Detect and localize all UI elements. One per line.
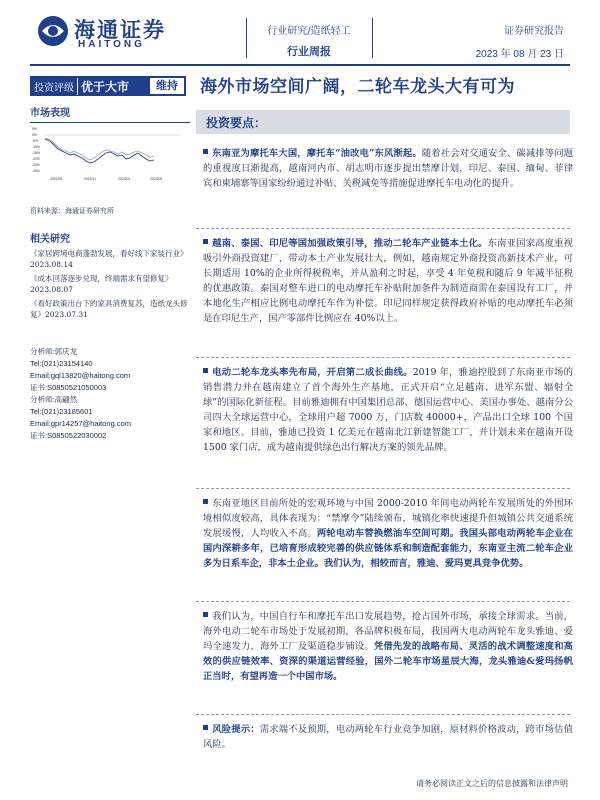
logo-chinese: 海通证券	[74, 17, 166, 42]
related-item[interactable]: 《家居跨境电商蓬勃发展，看好线下家装行业》2023.08.14	[30, 249, 188, 269]
header-meta	[476, 22, 564, 60]
bullet-square-icon	[203, 239, 208, 244]
related-item[interactable]: 《看好政策出台下的家具消费复苏，造纸龙头修复》2023.07.31	[30, 299, 188, 319]
key-point-text: 我们认为，中国自行车和摩托车出口发展趋势，抢占国外市场，承接全球需求。当前，海外电动二轮车市场处于发展初期，各品牌积极布局，我国两大电动两轮车龙头雅迪、爱玛全速发力，海外工厂及渠道稳步铺设。	[203, 611, 573, 652]
section-divider	[196, 357, 570, 358]
analyst-name: 分析师:郭庆龙	[30, 347, 78, 356]
x-tick-label: 2022/11	[84, 177, 97, 181]
report-title: 海外市场空间广阔，二轮车龙头大有可为	[200, 77, 515, 97]
key-points-header	[196, 110, 570, 134]
header-report-type: 行业周报	[287, 45, 331, 58]
series-line-2	[45, 138, 154, 160]
x-tick-label: 2022/08	[50, 177, 63, 181]
bullet-square-icon	[203, 612, 208, 617]
header-category: 行业研究/造纸轻工	[267, 26, 351, 37]
section-divider	[196, 714, 570, 715]
rating-band	[30, 76, 186, 96]
chart-x-labels	[50, 177, 162, 181]
x-tick-label: 2023/05	[150, 177, 163, 181]
chart-y-labels	[32, 127, 40, 173]
y-tick-label: -15%	[32, 151, 40, 155]
related-section	[30, 230, 190, 320]
key-point-text: 随着社会对交通安全、碳减排等问题的重视度日渐提高，越南河内市、胡志明市逐步提出禁摩计划，印尼、泰国、缅甸、菲律宾和柬埔寨等国家纷纷通过补贴、关税减免等措施促进摩托车电动化的提升。	[203, 148, 573, 189]
key-point-4	[203, 496, 573, 571]
market-performance-chart	[32, 125, 182, 183]
section-divider	[196, 601, 570, 602]
y-tick-label: -5%	[32, 139, 39, 143]
y-tick-label: -30%	[32, 169, 40, 173]
bullet-square-icon	[203, 499, 208, 504]
key-point-1	[203, 146, 573, 191]
y-tick-label: -10%	[32, 145, 40, 149]
logo-english: HAITONG	[78, 39, 145, 50]
header-divider	[372, 18, 373, 58]
header-category-block	[250, 22, 368, 59]
chart-source: 资料来源：海通证券研究所	[30, 207, 114, 215]
key-point-5	[203, 609, 573, 684]
x-tick-label: 2023/02	[118, 177, 131, 181]
market-section	[30, 104, 190, 123]
header-divider	[246, 18, 247, 58]
key-point-lead: 越南、泰国、印尼等国加强政策引导，推动二轮车产业链本土化。	[212, 238, 488, 249]
bullet-square-icon	[203, 725, 208, 730]
key-point-text: 2019 年，雅迪控股到了东南亚市场的销售潜力并在越南建立了首个海外生产基地，正式开启“立足越南、进军东盟、辐射全球”的国际化新征程。目前雅迪拥有中国集团总部、德国运营中心、美国办事处、越南分公司四大全球运营中心，全球用户超 7000 万，门店数 40000+，产品出口全球 100 个国家和地区。目前，雅迪已投资 1 亿美元在越南北江新建智能工厂，并计划未来在越南开设 1500 家门店，成为越南提供绿色出行解决方案的领先品牌。	[203, 367, 573, 453]
key-point-emphasis: 凭借先发的战略布局、灵活的战术调整速度和高效的供应链效率、资深的渠道运营经验，国外二轮车市场星辰大海，龙头雅迪&爱玛扬帆正当时，有望再造一个中国市场。	[203, 641, 573, 682]
related-item[interactable]: 《成本回落逐步兑现，终端需求有望修复》2023.08.07	[30, 274, 173, 294]
analyst-section	[30, 346, 190, 442]
y-tick-label: -20%	[32, 157, 40, 161]
analyst-tel: Tel:(021)23154140	[30, 359, 93, 368]
company-logo	[36, 14, 186, 50]
key-point-lead: 东南亚为摩托车大国，摩托车“油改电”东风渐起。	[212, 148, 422, 159]
key-point-text: 东南亚国家高度重视吸引外商投资建厂，带动本土产业发展壮大，例如，越南规定外商投资高新技术产业，可长期适用 10%的企业所得税税率，并从盈利之时起，享受 4 年免税和随后 9 年减半征税的优惠政策。泰国对整车进口的电动摩托车补贴附加条件为制造商需在泰国设有工厂，并 本地化生产相应比例电动摩托车作为补偿。印尼同样规定获得政府补贴的电动摩托车必须是在印尼生产，国产零部件比例应在 40%以上。	[203, 238, 573, 324]
key-point-2	[203, 236, 573, 326]
disclaimer-footer: 请务必阅读正文之后的信息披露和法律声明	[416, 779, 568, 788]
report-date: 2023 年 08 月 23 日	[475, 49, 564, 60]
analyst-email[interactable]: Email:gql13820@haitong.com	[30, 371, 131, 380]
logo-emblem-icon	[36, 14, 70, 48]
rating-value: 优于大市	[77, 78, 150, 95]
analyst-tel: Tel:(021)23185601	[30, 407, 93, 416]
risk-warning	[203, 722, 573, 752]
section-divider	[196, 488, 570, 489]
analyst-email[interactable]: Email:gpr14257@haitong.com	[30, 419, 132, 428]
bullet-square-icon	[203, 368, 208, 373]
y-tick-label: 0%	[32, 133, 37, 137]
key-point-emphasis: 两轮电动车替换燃油车空间可期。我国头部电动两轮车企业在国内深耕多年，已培育形成较完善的供应链体系和制造配套能力，东南亚主流二轮车企业多为日系车企，非本土企业。我们认为，相较而言，雅迪、爱玛更具竞争优势。	[203, 528, 573, 569]
header-rule	[30, 64, 570, 66]
y-tick-label: 5%	[32, 127, 37, 131]
risk-lead: 风险提示：	[212, 724, 260, 735]
section-rule	[30, 122, 190, 123]
key-point-text: 东南亚地区目前所处的宏观环境与中国 2000-2010 年间电动两轮车发展所处的外围环境相似度较高，具体表现为：“禁摩令”陆续颁布，城镇化率快速提升但城镇公共交通系统发展缓慢，人均收入不高。	[203, 498, 573, 539]
analyst-cert: 证书:S0850522030002	[30, 431, 107, 440]
section-divider	[196, 228, 570, 229]
rating-status: 维持	[150, 78, 184, 94]
market-heading: 市场表现	[30, 108, 70, 119]
key-points-heading: 投资要点：	[206, 116, 267, 130]
key-point-lead: 电动二轮车龙头率先布局，开启第二成长曲线。	[212, 367, 413, 378]
bullet-square-icon	[203, 149, 208, 154]
risk-text: 需求端不及预期，电动两轮车行业竞争加剧，原材料价格波动，跨市场估值风险。	[203, 724, 573, 750]
analyst-name: 分析师:高翩然	[30, 395, 78, 404]
y-tick-label: -25%	[32, 163, 40, 167]
rating-label: 投资评级	[34, 82, 74, 94]
related-heading: 相关研究	[30, 234, 70, 245]
key-point-3	[203, 365, 573, 455]
analyst-cert: 证书:S0850521050003	[30, 383, 107, 392]
doc-type: 证券研究报告	[504, 26, 564, 37]
